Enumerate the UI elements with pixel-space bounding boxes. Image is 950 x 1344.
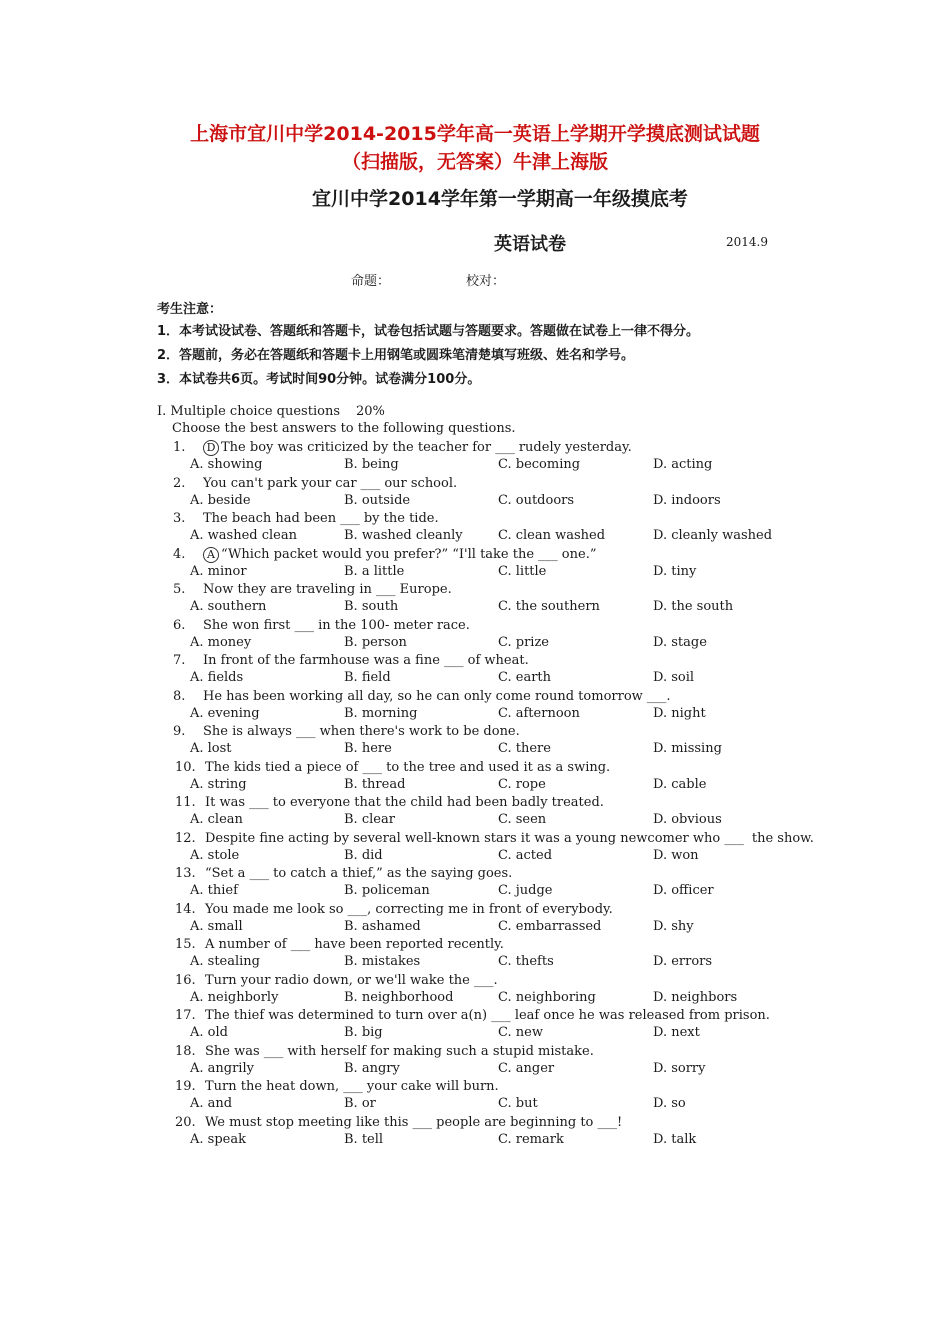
question-item: [0, 582, 950, 618]
option-a: A. and: [190, 1096, 233, 1111]
option-d: D. shy: [653, 919, 694, 934]
notice-item: 2．答题前，务必在答题纸和答题卡上用钢笔或圆珠笔清楚填写班级、姓名和学号。: [157, 348, 635, 363]
option-a: A. old: [190, 1025, 228, 1040]
option-b: B. a little: [344, 564, 405, 579]
question-text: You made me look so ___, correcting me in front of everybody.: [205, 902, 613, 917]
option-d: D. errors: [653, 954, 713, 969]
question-text: He has been working all day, so he can only come round tomorrow ___.: [203, 689, 671, 704]
question-item: [0, 511, 950, 547]
option-b: B. field: [344, 670, 391, 685]
option-c: C. little: [498, 564, 547, 579]
option-b: B. being: [344, 457, 399, 472]
option-c: C. earth: [498, 670, 552, 685]
handwritten-mark: D: [203, 440, 219, 456]
option-a: A. beside: [190, 493, 251, 508]
notice-item: 1．本考试设试卷、答题纸和答题卡，试卷包括试题与答题要求。答题做在试卷上一律不得分。: [157, 324, 700, 339]
question-stem: [173, 618, 470, 633]
option-a: A. stole: [190, 848, 240, 863]
option-b: B. south: [344, 599, 399, 614]
question-text: The boy was criticized by the teacher for ___ rudely yesterday.: [221, 440, 632, 455]
question-number: 1.: [173, 440, 186, 455]
question-stem: [175, 1008, 770, 1023]
question-text: The kids tied a piece of ___ to the tree and used it as a swing.: [205, 760, 611, 775]
question-number: 7.: [173, 653, 186, 668]
option-c: C. seen: [498, 812, 547, 827]
option-a: A. speak: [190, 1132, 246, 1147]
option-a: A. minor: [190, 564, 247, 579]
question-text: “Set a ___ to catch a thief,” as the saying goes.: [205, 866, 513, 881]
option-d: D. talk: [653, 1132, 697, 1147]
question-item: [0, 831, 950, 867]
question-stem: [173, 689, 671, 704]
question-text: She is always ___ when there's work to be done.: [203, 724, 520, 739]
question-item: [0, 547, 950, 583]
option-c: C. judge: [498, 883, 553, 898]
question-item: [0, 937, 950, 973]
question-text: She was ___ with herself for making such a stupid mistake.: [205, 1044, 594, 1059]
question-stem: [173, 547, 596, 563]
question-stem: [173, 511, 439, 526]
option-c: C. clean washed: [498, 528, 606, 543]
question-item: [0, 440, 950, 476]
question-number: 19.: [175, 1079, 196, 1094]
option-a: A. lost: [190, 741, 232, 756]
option-c: C. anger: [498, 1061, 555, 1076]
option-b: B. clear: [344, 812, 395, 827]
option-c: C. but: [498, 1096, 538, 1111]
option-a: A. neighborly: [190, 990, 279, 1005]
question-stem: [175, 973, 498, 988]
question-number: 11.: [175, 795, 196, 810]
option-c: C. rope: [498, 777, 546, 792]
option-d: D. indoors: [653, 493, 721, 508]
question-text: Despite fine acting by several well-known stars it was a young newcomer who ___: [205, 831, 744, 846]
option-d: D. obvious: [653, 812, 722, 827]
option-b: B. mistakes: [344, 954, 421, 969]
option-b: B. did: [344, 848, 383, 863]
question-number: 20.: [175, 1115, 196, 1130]
question-text: She won first ___ in the 100- meter race.: [203, 618, 470, 633]
option-b: B. big: [344, 1025, 383, 1040]
question-text-tail: the show.: [751, 831, 814, 846]
option-c: C. becoming: [498, 457, 581, 472]
option-b: B. tell: [344, 1132, 384, 1147]
option-d: D. won: [653, 848, 699, 863]
question-number: 13.: [175, 866, 196, 881]
question-number: 8.: [173, 689, 186, 704]
option-c: C. thefts: [498, 954, 554, 969]
question-stem: [175, 866, 512, 881]
option-a: A. angrily: [190, 1061, 254, 1076]
question-item: [0, 1115, 950, 1151]
option-d: D. officer: [653, 883, 714, 898]
option-d: D. acting: [653, 457, 713, 472]
option-a: A. string: [190, 777, 247, 792]
option-d: D. missing: [653, 741, 722, 756]
option-c: C. remark: [498, 1132, 564, 1147]
question-stem: [173, 582, 452, 597]
notice-item: 3．本试卷共6页。考试时间90分钟。试卷满分100分。: [157, 372, 481, 387]
question-text: Turn the heat down, ___ your cake will burn.: [205, 1079, 499, 1094]
question-stem: [175, 902, 613, 917]
question-stem: [173, 440, 632, 456]
option-c: C. afternoon: [498, 706, 580, 721]
option-b: B. or: [344, 1096, 376, 1111]
question-item: [0, 724, 950, 760]
option-a: A. thief: [190, 883, 238, 898]
question-stem: [175, 937, 504, 952]
question-number: 9.: [173, 724, 186, 739]
section-title: [157, 404, 385, 419]
option-b: B. morning: [344, 706, 418, 721]
question-text: Now they are traveling in ___ Europe.: [203, 582, 452, 597]
question-text: It was ___ to everyone that the child had been badly treated.: [205, 795, 604, 810]
option-a: A. fields: [190, 670, 244, 685]
exam-date: 2014.9: [726, 235, 768, 249]
option-b: B. person: [344, 635, 407, 650]
question-number: 14.: [175, 902, 196, 917]
question-stem: [175, 795, 604, 810]
option-c: C. new: [498, 1025, 543, 1040]
option-c: C. prize: [498, 635, 549, 650]
question-number: 17.: [175, 1008, 196, 1023]
question-text: The beach had been ___ by the tide.: [203, 511, 439, 526]
option-a: A. evening: [190, 706, 260, 721]
option-c: C. there: [498, 741, 551, 756]
question-item: [0, 973, 950, 1009]
option-d: D. neighbors: [653, 990, 738, 1005]
question-text: The thief was determined to turn over a(n) ___ leaf once he was released from prison.: [205, 1008, 770, 1023]
question-text: A number of ___ have been reported recently.: [205, 937, 504, 952]
question-stem: [173, 476, 457, 491]
question-number: 15.: [175, 937, 196, 952]
option-c: C. the southern: [498, 599, 600, 614]
question-stem: [175, 760, 610, 775]
page-title-line-2: （扫描版，无答案）牛津上海版: [341, 151, 608, 173]
question-item: [0, 1008, 950, 1044]
option-b: B. outside: [344, 493, 411, 508]
option-b: B. neighborhood: [344, 990, 454, 1005]
exam-title: 宜川中学2014学年第一学期高一年级摸底考: [312, 188, 688, 210]
section-title-text: I. Multiple choice questions: [157, 404, 340, 419]
option-d: D. soil: [653, 670, 695, 685]
question-text: In front of the farmhouse was a fine ___ of wheat.: [203, 653, 529, 668]
question-item: [0, 653, 950, 689]
option-a: A. showing: [190, 457, 263, 472]
question-number: 4.: [173, 547, 186, 562]
option-d: D. so: [653, 1096, 686, 1111]
question-text: “Which packet would you prefer?” “I'll take the ___ one.”: [221, 547, 597, 562]
option-b: B. ashamed: [344, 919, 421, 934]
question-item: [0, 1079, 950, 1115]
option-a: A. small: [190, 919, 243, 934]
option-d: D. sorry: [653, 1061, 706, 1076]
question-stem: [175, 1115, 622, 1130]
question-item: [0, 689, 950, 725]
question-text: You can't park your car ___ our school.: [203, 476, 458, 491]
question-stem: [175, 1044, 594, 1059]
question-item: [0, 618, 950, 654]
option-a: A. money: [190, 635, 252, 650]
question-text: Turn your radio down, or we'll wake the ___.: [205, 973, 498, 988]
option-d: D. night: [653, 706, 706, 721]
question-number: 2.: [173, 476, 186, 491]
question-number: 10.: [175, 760, 196, 775]
option-d: D. tiny: [653, 564, 697, 579]
option-a: A. washed clean: [190, 528, 297, 543]
question-stem: [175, 831, 814, 846]
option-d: D. stage: [653, 635, 707, 650]
proposer-label: 命题：: [351, 274, 391, 289]
option-d: D. next: [653, 1025, 700, 1040]
option-d: D. cleanly washed: [653, 528, 773, 543]
option-b: B. angry: [344, 1061, 400, 1076]
option-a: A. clean: [190, 812, 243, 827]
question-number: 12.: [175, 831, 196, 846]
notice-title: 考生注意：: [157, 302, 223, 317]
section-score: 20%: [355, 404, 385, 419]
option-c: C. outdoors: [498, 493, 575, 508]
question-item: [0, 1044, 950, 1080]
option-b: B. here: [344, 741, 392, 756]
question-item: [0, 476, 950, 512]
exam-subject: 英语试卷: [494, 234, 566, 255]
question-item: [0, 795, 950, 831]
option-b: B. policeman: [344, 883, 430, 898]
question-text: We must stop meeting like this ___ people are beginning to ___!: [205, 1115, 623, 1130]
question-stem: [175, 1079, 499, 1094]
question-number: 16.: [175, 973, 196, 988]
question-stem: [173, 724, 520, 739]
question-item: [0, 866, 950, 902]
question-number: 18.: [175, 1044, 196, 1059]
question-item: [0, 760, 950, 796]
option-d: D. the south: [653, 599, 734, 614]
option-a: A. stealing: [190, 954, 261, 969]
page-title-line-1: 上海市宜川中学2014-2015学年高一英语上学期开学摸底测试试题: [190, 123, 760, 145]
proofreader-label: 校对：: [466, 274, 506, 289]
option-b: B. thread: [344, 777, 406, 792]
option-b: B. washed cleanly: [344, 528, 463, 543]
question-item: [0, 902, 950, 938]
handwritten-mark: A: [203, 547, 219, 563]
question-number: 5.: [173, 582, 186, 597]
option-c: C. neighboring: [498, 990, 596, 1005]
option-d: D. cable: [653, 777, 707, 792]
option-c: C. acted: [498, 848, 553, 863]
option-c: C. embarrassed: [498, 919, 602, 934]
option-a: A. southern: [190, 599, 267, 614]
question-number: 3.: [173, 511, 186, 526]
question-stem: [173, 653, 529, 668]
section-instruction: Choose the best answers to the following questions.: [172, 421, 516, 436]
question-number: 6.: [173, 618, 186, 633]
